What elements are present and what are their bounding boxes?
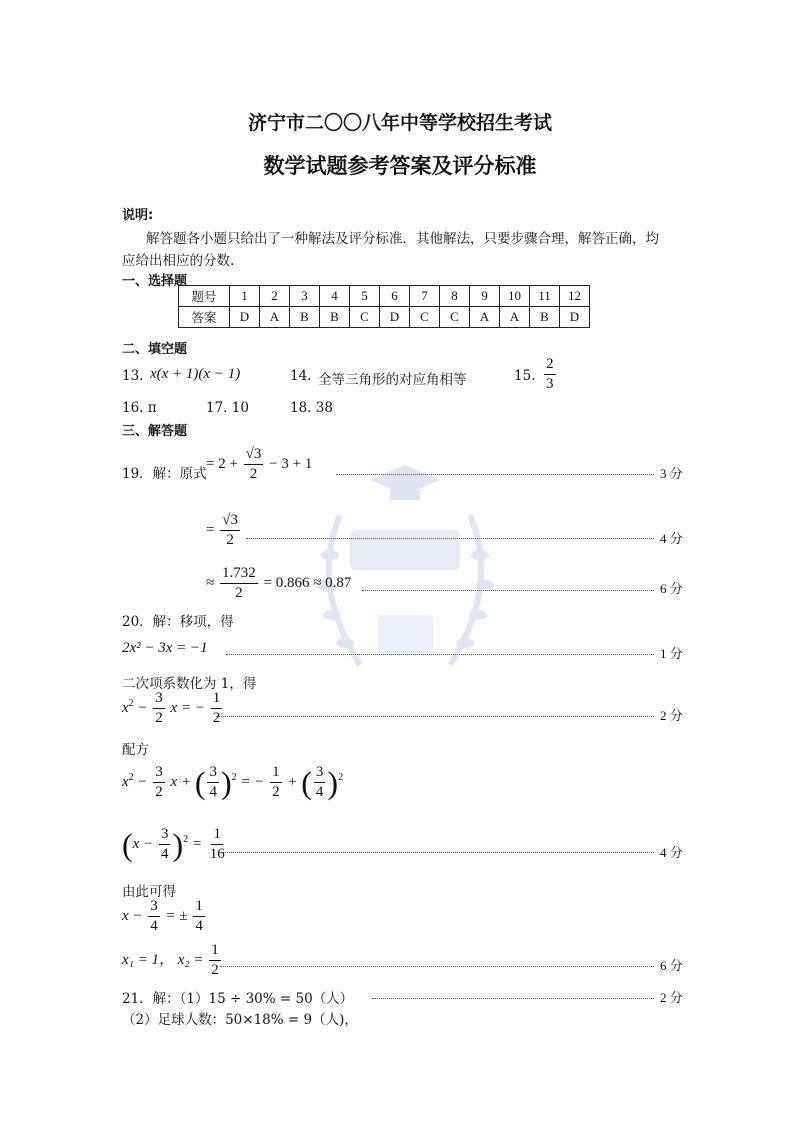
q20-text-2: 二次项系数化为 1，得 [122,676,257,692]
table-cell: 1 [230,286,260,307]
dot-leader [218,852,654,853]
note-line-1: 解答题各小题只给出了一种解法及评分标准．其他解法，只要步骤合理，解答正确，均 [146,231,659,247]
table-row [179,307,590,328]
table-cell: 9 [470,286,500,307]
table-cell: B [320,307,350,328]
q19-l3-b: = 0.866 ≈ 0.87 [263,574,352,591]
table-cell: D [560,307,590,328]
q19-l2-den: 2 [226,532,234,548]
q15-number: 15. [514,368,536,384]
dot-leader [246,538,654,539]
q19-head: 19．解：原式 [122,466,207,482]
q20-head: 20．解：移项，得 [122,614,234,630]
q19-score-3: 6 分 [660,581,683,596]
table-cell: 10 [500,286,530,307]
table-cell: 7 [410,286,440,307]
q19-l1-b: − 3 + 1 [269,455,313,472]
q16-answer: 16. π [122,400,157,416]
q20-line3: $x^2$ − $\frac{3}{2}$ x + ( $\frac{3}{4}$ )$^2$ = − $\frac{1}{2}$ + ( $\frac{3}{4}$ )$^2$ [122,764,344,801]
dot-leader [362,590,654,591]
q19-l2-a: = [206,521,215,538]
q19-l3-num: 1.732 [220,565,258,584]
q15-answer [542,356,558,393]
q19-line2 [206,512,242,549]
q19-score-2: 4 分 [660,531,683,546]
doc-subtitle: 数学试题参考答案及评分标准 [263,154,537,178]
q13-answer: x(x + 1)(x − 1) [150,366,241,382]
section-fill-heading: 二、填空题 [122,342,188,357]
q14-number: 14. [290,368,312,384]
q13-number: 13. [122,368,144,384]
q20-line2: $x^2$ − $\frac{3}{2}$ x = − $\frac{1}{2}$ [122,690,221,726]
q19-line3 [206,565,351,602]
section-choice-heading: 一、选择题 [122,274,188,289]
q18-answer: 18. 38 [290,400,333,416]
q20-line5: x − $\frac{3}{4}$ = ± $\frac{1}{4}$ [122,898,203,934]
q20-line4: (x − $\frac{3}{4}$ )$^2$ = $\frac{1}{16}$ [122,826,225,863]
q19-l1-a: = 2 + [206,455,238,472]
table-cell: A [470,307,500,328]
dot-leader [216,716,654,717]
q21-score-1: 2 分 [660,990,683,1005]
doc-title: 济宁市二〇〇八年中等学校招生考试 [247,112,552,134]
table-cell: A [500,307,530,328]
q21-line1: 21．解：（1）15 ÷ 30% = 50（人） [122,991,354,1007]
q20-text-3: 配方 [122,742,149,758]
table-cell: A [260,307,290,328]
q19-l1-num: √3 [244,446,264,465]
table-cell: D [380,307,410,328]
table-cell: 2 [260,286,290,307]
table-cell: 3 [290,286,320,307]
dot-leader [336,474,654,475]
q20-score-6: 6 分 [660,958,683,973]
q20-score-2: 2 分 [660,708,683,723]
note-line-2: 应给出相应的分数. [122,253,235,269]
table-cell: 4 [320,286,350,307]
answer-table [178,285,590,328]
q20-line1: 2x² − 3x = −1 [122,640,208,656]
q19-line1 [206,446,312,483]
table-cell: B [290,307,320,328]
q20-line6: x₁ = 1， x₂ = $\frac{1}{2}$ [122,942,219,978]
q20-score-1: 1 分 [660,646,683,661]
table-cell: 5 [350,286,380,307]
table-header-answer: 答案 [179,307,230,328]
q19-l3-a: ≈ [206,574,215,591]
q19-l3-den: 2 [235,585,243,601]
dot-leader [220,966,654,967]
table-cell: C [410,307,440,328]
note-label: 说明: [122,208,154,223]
table-cell: C [350,307,380,328]
q20-x2: x₂ = [177,951,204,968]
q20-score-4: 4 分 [660,845,683,860]
table-header-number: 题号 [179,286,230,307]
table-cell: 6 [380,286,410,307]
section-solve-heading: 三、解答题 [122,424,188,439]
q20-x1: x₁ = 1， [122,951,174,968]
table-cell: 12 [560,286,590,307]
table-cell: D [230,307,260,328]
q21-line2: （2）足球人数：50×18% = 9（人)， [122,1012,358,1028]
q19-l2-num: √3 [220,512,240,531]
table-cell: B [530,307,560,328]
dot-leader [226,654,654,655]
q15-numerator: 2 [544,356,556,375]
q15-denominator: 3 [546,376,554,392]
table-cell: 8 [440,286,470,307]
dot-leader [372,998,654,999]
q19-l1-den: 2 [249,466,258,482]
table-cell: C [440,307,470,328]
table-cell: 11 [530,286,560,307]
q20-text-5: 由此可得 [122,884,176,900]
q19-score-1: 3 分 [660,466,683,481]
q17-answer: 17. 10 [206,400,249,416]
table-row [179,286,590,307]
q14-answer: 全等三角形的对应角相等 [318,372,467,388]
